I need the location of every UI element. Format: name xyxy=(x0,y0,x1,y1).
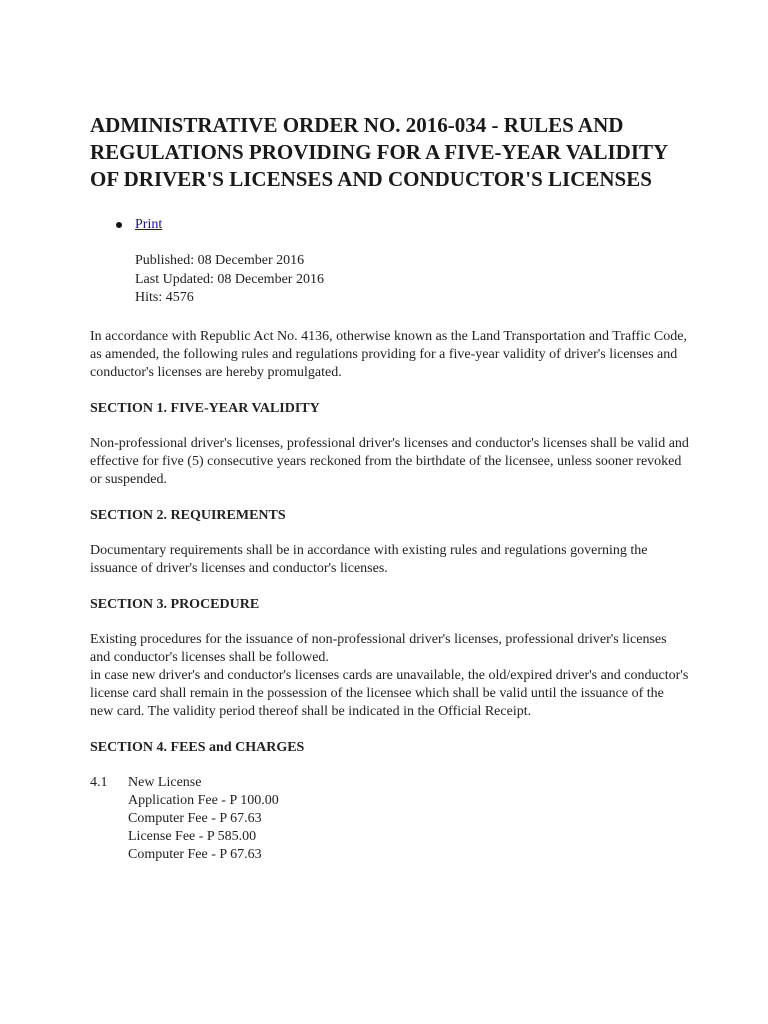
section-3-text-line-1: Existing procedures for the issuance of non-professional driver's licenses, professional driver's licenses and conductor's licenses shall be followed. xyxy=(90,631,667,665)
print-link[interactable]: Print xyxy=(135,217,163,232)
section-2-text: Documentary requirements shall be in accordance with existing rules and regulations governing the issuance of driver's licenses and conductor's licenses. xyxy=(90,542,648,576)
fee-line: New License xyxy=(128,774,202,790)
fees-list xyxy=(90,774,690,864)
section-3-text-line-2: in case new driver's and conductor's licenses cards are unavailable, the old/expired driver's and conductor's license card shall remain in the possession of the licensee which shall be valid until the issuance of the new card. The validity period thereof shall be indicated in the Official Receipt. xyxy=(90,667,689,719)
article-info xyxy=(135,252,690,308)
fee-line: License Fee - P 585.00 xyxy=(128,828,257,844)
bullet-icon xyxy=(116,222,122,228)
fees-item-number: 4.1 xyxy=(90,774,108,790)
published-date: Published: 08 December 2016 xyxy=(135,253,305,268)
fee-line: Computer Fee - P 67.63 xyxy=(128,810,262,826)
page-title: ADMINISTRATIVE ORDER NO. 2016-034 - RULES AND REGULATIONS PROVIDING FOR A FIVE-YEAR VALIDITY OF DRIVER'S LICENSES AND CONDUCTOR'S LICENSES xyxy=(90,113,668,191)
section-3-text xyxy=(90,631,690,721)
fee-line: Computer Fee - P 67.63 xyxy=(128,846,262,862)
last-updated-date: Last Updated: 08 December 2016 xyxy=(135,271,324,287)
section-4-title: SECTION 4. FEES and CHARGES xyxy=(90,739,305,755)
fees-items xyxy=(128,774,279,864)
section-2-title: SECTION 2. REQUIREMENTS xyxy=(90,507,286,523)
fee-line: Application Fee - P 100.00 xyxy=(128,792,279,808)
section-1-title: SECTION 1. FIVE-YEAR VALIDITY xyxy=(90,400,320,416)
section-1-text: Non-professional driver's licenses, professional driver's licenses and conductor's licenses shall be valid and effective for five (5) consecutive years reckoned from the birthdate of the licensee, unless sooner revoked or suspended. xyxy=(90,435,689,487)
intro-paragraph: In accordance with Republic Act No. 4136, otherwise known as the Land Transportation and Traffic Code, as amended, the following rules and regulations providing for a five-year validity of driver's licenses and conductor's licenses are hereby promulgated. xyxy=(90,328,687,380)
article xyxy=(90,112,690,864)
section-3-title: SECTION 3. PROCEDURE xyxy=(90,596,260,612)
hits-count: Hits: 4576 xyxy=(135,290,194,305)
print-item xyxy=(112,216,690,234)
article-actions xyxy=(90,216,690,234)
